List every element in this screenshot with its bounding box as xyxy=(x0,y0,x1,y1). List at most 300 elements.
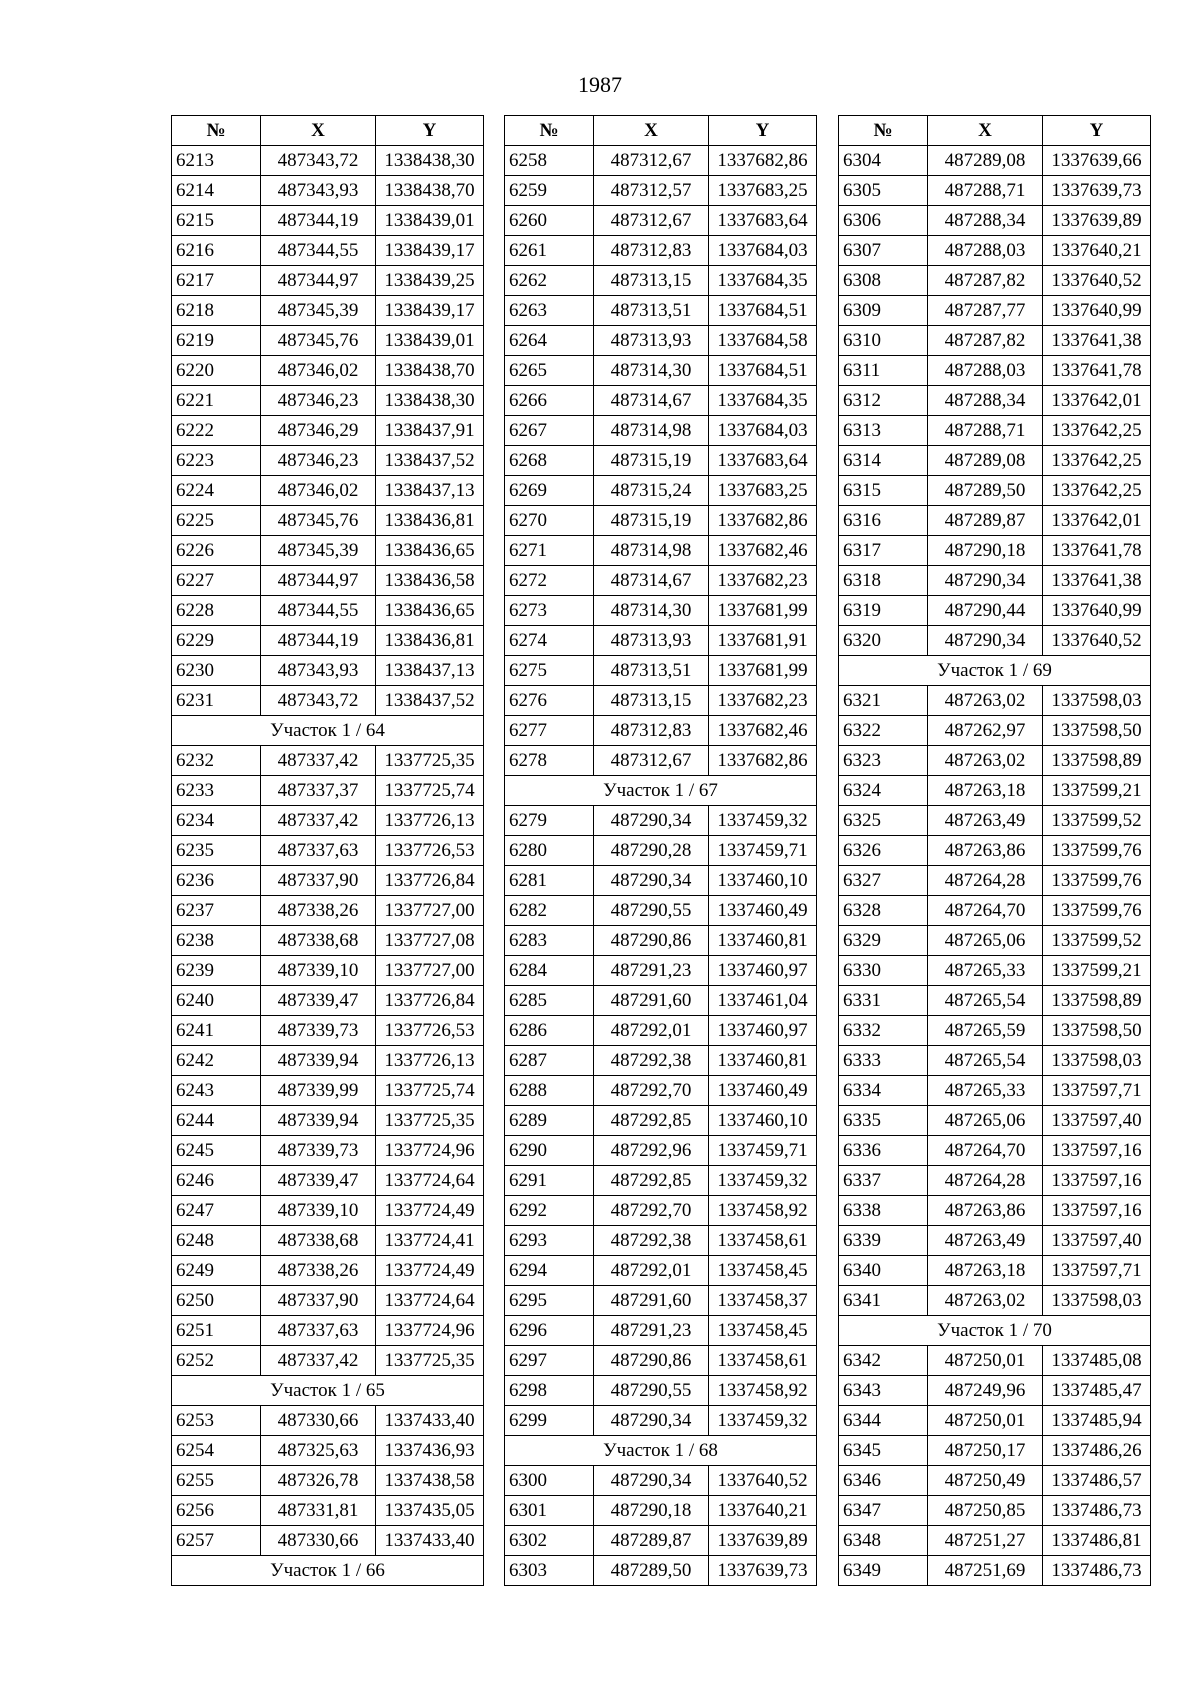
point-number: 6315 xyxy=(839,476,928,506)
coord-x: 487290,86 xyxy=(594,1346,709,1376)
coord-y: 1337436,93 xyxy=(376,1436,484,1466)
point-number: 6298 xyxy=(505,1376,594,1406)
coord-y: 1338438,30 xyxy=(376,146,484,176)
point-number: 6342 xyxy=(839,1346,928,1376)
coord-x: 487313,51 xyxy=(594,296,709,326)
coord-x: 487344,55 xyxy=(261,236,376,266)
coord-y: 1337724,96 xyxy=(376,1316,484,1346)
coord-x: 487291,23 xyxy=(594,1316,709,1346)
coord-x: 487289,50 xyxy=(928,476,1043,506)
coord-y: 1337725,35 xyxy=(376,1106,484,1136)
coord-x: 487290,34 xyxy=(594,806,709,836)
table-row xyxy=(505,1136,817,1166)
table-row xyxy=(172,296,484,326)
point-number: 6231 xyxy=(172,686,261,716)
coord-x: 487292,96 xyxy=(594,1136,709,1166)
coord-x: 487312,67 xyxy=(594,146,709,176)
header-number: № xyxy=(505,116,594,146)
table-row xyxy=(505,356,817,386)
point-number: 6328 xyxy=(839,896,928,926)
coord-y: 1337639,66 xyxy=(1043,146,1151,176)
table-row xyxy=(505,1286,817,1316)
table-row xyxy=(839,1046,1151,1076)
coord-y: 1337724,41 xyxy=(376,1226,484,1256)
table-row xyxy=(505,566,817,596)
table-row xyxy=(839,1436,1151,1466)
point-number: 6218 xyxy=(172,296,261,326)
coord-y: 1337458,92 xyxy=(709,1376,817,1406)
point-number: 6318 xyxy=(839,566,928,596)
point-number: 6237 xyxy=(172,896,261,926)
coord-y: 1337682,86 xyxy=(709,746,817,776)
coord-x: 487343,93 xyxy=(261,656,376,686)
coord-y: 1337641,38 xyxy=(1043,566,1151,596)
coord-x: 487338,68 xyxy=(261,1226,376,1256)
point-number: 6340 xyxy=(839,1256,928,1286)
coord-y: 1337724,49 xyxy=(376,1196,484,1226)
coord-x: 487290,34 xyxy=(928,626,1043,656)
coord-x: 487292,01 xyxy=(594,1256,709,1286)
table-row xyxy=(839,326,1151,356)
table-row xyxy=(505,1166,817,1196)
table-row xyxy=(172,806,484,836)
table-row xyxy=(505,1196,817,1226)
coord-x: 487291,60 xyxy=(594,986,709,1016)
coord-x: 487346,29 xyxy=(261,416,376,446)
coord-y: 1337681,99 xyxy=(709,656,817,686)
coord-y: 1337460,81 xyxy=(709,926,817,956)
table-row xyxy=(505,746,817,776)
table-row xyxy=(839,1406,1151,1436)
coord-x: 487338,68 xyxy=(261,926,376,956)
coord-x: 487287,82 xyxy=(928,326,1043,356)
point-number: 6321 xyxy=(839,686,928,716)
coordinates-table-1 xyxy=(171,115,484,1586)
coord-x: 487290,34 xyxy=(594,1466,709,1496)
coord-y: 1337726,53 xyxy=(376,1016,484,1046)
coord-x: 487337,42 xyxy=(261,746,376,776)
table-row xyxy=(839,866,1151,896)
point-number: 6330 xyxy=(839,956,928,986)
point-number: 6256 xyxy=(172,1496,261,1526)
table-row xyxy=(505,596,817,626)
table-row xyxy=(505,1256,817,1286)
coord-x: 487314,98 xyxy=(594,536,709,566)
coord-x: 487346,23 xyxy=(261,446,376,476)
coord-y: 1337640,99 xyxy=(1043,596,1151,626)
point-number: 6292 xyxy=(505,1196,594,1226)
table-header-row xyxy=(505,116,817,146)
table-row xyxy=(505,896,817,926)
point-number: 6238 xyxy=(172,926,261,956)
table-row xyxy=(505,506,817,536)
coord-x: 487330,66 xyxy=(261,1526,376,1556)
coord-x: 487250,85 xyxy=(928,1496,1043,1526)
point-number: 6287 xyxy=(505,1046,594,1076)
table-row xyxy=(172,236,484,266)
point-number: 6314 xyxy=(839,446,928,476)
point-number: 6316 xyxy=(839,506,928,536)
coord-x: 487339,10 xyxy=(261,1196,376,1226)
coord-y: 1337641,78 xyxy=(1043,356,1151,386)
coord-x: 487343,72 xyxy=(261,146,376,176)
table-row xyxy=(839,1556,1151,1586)
coord-y: 1337684,51 xyxy=(709,296,817,326)
header-y: Y xyxy=(376,116,484,146)
coord-x: 487313,93 xyxy=(594,626,709,656)
point-number: 6306 xyxy=(839,206,928,236)
coord-y: 1337681,91 xyxy=(709,626,817,656)
coord-y: 1338437,13 xyxy=(376,656,484,686)
coord-y: 1337460,10 xyxy=(709,1106,817,1136)
point-number: 6229 xyxy=(172,626,261,656)
coord-y: 1337598,50 xyxy=(1043,716,1151,746)
table-row xyxy=(172,446,484,476)
table-row xyxy=(172,176,484,206)
point-number: 6232 xyxy=(172,746,261,776)
table-row xyxy=(839,1526,1151,1556)
point-number: 6274 xyxy=(505,626,594,656)
coord-y: 1337598,89 xyxy=(1043,986,1151,1016)
coord-y: 1337599,52 xyxy=(1043,926,1151,956)
coord-x: 487250,49 xyxy=(928,1466,1043,1496)
point-number: 6263 xyxy=(505,296,594,326)
point-number: 6222 xyxy=(172,416,261,446)
table-row xyxy=(172,1346,484,1376)
table-row xyxy=(172,596,484,626)
table-row xyxy=(839,356,1151,386)
table-row xyxy=(839,206,1151,236)
coord-y: 1338436,81 xyxy=(376,626,484,656)
table-row xyxy=(839,686,1151,716)
table-row xyxy=(172,1526,484,1556)
point-number: 6242 xyxy=(172,1046,261,1076)
coord-x: 487263,18 xyxy=(928,776,1043,806)
table-row xyxy=(172,1166,484,1196)
coord-y: 1337459,32 xyxy=(709,1406,817,1436)
table-row xyxy=(839,1226,1151,1256)
coord-x: 487264,28 xyxy=(928,1166,1043,1196)
coord-y: 1337725,74 xyxy=(376,776,484,806)
coord-x: 487263,49 xyxy=(928,806,1043,836)
table-row xyxy=(172,146,484,176)
point-number: 6303 xyxy=(505,1556,594,1586)
table-row xyxy=(839,386,1151,416)
table-row xyxy=(505,986,817,1016)
coord-y: 1337598,50 xyxy=(1043,1016,1151,1046)
point-number: 6271 xyxy=(505,536,594,566)
coord-x: 487289,08 xyxy=(928,446,1043,476)
header-x: X xyxy=(928,116,1043,146)
coord-y: 1337598,03 xyxy=(1043,1046,1151,1076)
coord-x: 487265,06 xyxy=(928,1106,1043,1136)
coord-x: 487265,54 xyxy=(928,1046,1043,1076)
point-number: 6348 xyxy=(839,1526,928,1556)
coord-x: 487337,42 xyxy=(261,1346,376,1376)
point-number: 6309 xyxy=(839,296,928,326)
table-row xyxy=(839,446,1151,476)
coord-y: 1337640,52 xyxy=(1043,626,1151,656)
coord-x: 487315,24 xyxy=(594,476,709,506)
coord-x: 487263,02 xyxy=(928,686,1043,716)
point-number: 6240 xyxy=(172,986,261,1016)
point-number: 6225 xyxy=(172,506,261,536)
table-row xyxy=(505,656,817,686)
point-number: 6329 xyxy=(839,926,928,956)
point-number: 6337 xyxy=(839,1166,928,1196)
coord-y: 1337639,73 xyxy=(709,1556,817,1586)
point-number: 6248 xyxy=(172,1226,261,1256)
table-row xyxy=(172,1406,484,1436)
point-number: 6334 xyxy=(839,1076,928,1106)
point-number: 6250 xyxy=(172,1286,261,1316)
coord-x: 487288,34 xyxy=(928,386,1043,416)
table-row xyxy=(505,386,817,416)
coord-x: 487337,63 xyxy=(261,1316,376,1346)
point-number: 6295 xyxy=(505,1286,594,1316)
point-number: 6289 xyxy=(505,1106,594,1136)
coord-x: 487289,08 xyxy=(928,146,1043,176)
coord-x: 487339,47 xyxy=(261,1166,376,1196)
coord-x: 487337,37 xyxy=(261,776,376,806)
coord-y: 1337682,86 xyxy=(709,146,817,176)
section-title: Участок 1 / 64 xyxy=(172,716,484,746)
table-row xyxy=(839,1256,1151,1286)
coord-x: 487337,90 xyxy=(261,1286,376,1316)
point-number: 6255 xyxy=(172,1466,261,1496)
point-number: 6249 xyxy=(172,1256,261,1286)
point-number: 6265 xyxy=(505,356,594,386)
table-row xyxy=(172,1076,484,1106)
table-row xyxy=(839,536,1151,566)
coord-x: 487325,63 xyxy=(261,1436,376,1466)
coord-y: 1338439,01 xyxy=(376,326,484,356)
section-row xyxy=(172,716,484,746)
point-number: 6233 xyxy=(172,776,261,806)
point-number: 6344 xyxy=(839,1406,928,1436)
coord-y: 1337724,49 xyxy=(376,1256,484,1286)
table-row xyxy=(172,1466,484,1496)
point-number: 6228 xyxy=(172,596,261,626)
coord-x: 487262,97 xyxy=(928,716,1043,746)
table-row xyxy=(505,146,817,176)
table-row xyxy=(505,686,817,716)
point-number: 6293 xyxy=(505,1226,594,1256)
point-number: 6336 xyxy=(839,1136,928,1166)
section-title: Участок 1 / 70 xyxy=(839,1316,1151,1346)
point-number: 6299 xyxy=(505,1406,594,1436)
coord-x: 487313,15 xyxy=(594,266,709,296)
point-number: 6308 xyxy=(839,266,928,296)
coord-x: 487314,30 xyxy=(594,356,709,386)
point-number: 6241 xyxy=(172,1016,261,1046)
point-number: 6258 xyxy=(505,146,594,176)
table-row xyxy=(505,866,817,896)
point-number: 6333 xyxy=(839,1046,928,1076)
point-number: 6282 xyxy=(505,896,594,926)
coord-x: 487251,27 xyxy=(928,1526,1043,1556)
point-number: 6220 xyxy=(172,356,261,386)
table-row xyxy=(172,1016,484,1046)
coord-y: 1338439,25 xyxy=(376,266,484,296)
coord-y: 1337597,16 xyxy=(1043,1136,1151,1166)
coord-y: 1337726,13 xyxy=(376,806,484,836)
coord-y: 1338439,17 xyxy=(376,296,484,326)
table-row xyxy=(505,1556,817,1586)
coord-y: 1338436,65 xyxy=(376,596,484,626)
coord-y: 1337597,16 xyxy=(1043,1196,1151,1226)
coord-y: 1338437,91 xyxy=(376,416,484,446)
coord-x: 487290,18 xyxy=(928,536,1043,566)
coord-x: 487345,76 xyxy=(261,506,376,536)
coord-y: 1337485,08 xyxy=(1043,1346,1151,1376)
coord-x: 487264,70 xyxy=(928,896,1043,926)
coord-y: 1337597,40 xyxy=(1043,1106,1151,1136)
coord-y: 1337597,71 xyxy=(1043,1256,1151,1286)
table-row xyxy=(839,476,1151,506)
coord-y: 1337681,99 xyxy=(709,596,817,626)
coord-y: 1337459,71 xyxy=(709,836,817,866)
point-number: 6257 xyxy=(172,1526,261,1556)
point-number: 6319 xyxy=(839,596,928,626)
point-number: 6332 xyxy=(839,1016,928,1046)
table-row xyxy=(839,596,1151,626)
coord-y: 1337599,21 xyxy=(1043,776,1151,806)
coord-y: 1337724,96 xyxy=(376,1136,484,1166)
coord-y: 1338438,30 xyxy=(376,386,484,416)
coord-x: 487289,87 xyxy=(594,1526,709,1556)
table-row xyxy=(839,746,1151,776)
table-row xyxy=(172,626,484,656)
coord-x: 487337,90 xyxy=(261,866,376,896)
coord-x: 487263,86 xyxy=(928,1196,1043,1226)
section-title: Участок 1 / 68 xyxy=(505,1436,817,1466)
coord-y: 1337639,89 xyxy=(709,1526,817,1556)
point-number: 6313 xyxy=(839,416,928,446)
point-number: 6294 xyxy=(505,1256,594,1286)
point-number: 6291 xyxy=(505,1166,594,1196)
point-number: 6216 xyxy=(172,236,261,266)
point-number: 6310 xyxy=(839,326,928,356)
coord-y: 1337642,25 xyxy=(1043,446,1151,476)
table-row xyxy=(505,956,817,986)
coord-y: 1337460,10 xyxy=(709,866,817,896)
coord-x: 487339,99 xyxy=(261,1076,376,1106)
point-number: 6239 xyxy=(172,956,261,986)
coord-x: 487287,77 xyxy=(928,296,1043,326)
coord-y: 1337682,46 xyxy=(709,716,817,746)
point-number: 6272 xyxy=(505,566,594,596)
table-row xyxy=(172,206,484,236)
point-number: 6302 xyxy=(505,1526,594,1556)
coord-x: 487313,93 xyxy=(594,326,709,356)
coord-x: 487290,18 xyxy=(594,1496,709,1526)
coord-y: 1337597,71 xyxy=(1043,1076,1151,1106)
coord-y: 1337458,92 xyxy=(709,1196,817,1226)
table-row xyxy=(839,416,1151,446)
point-number: 6311 xyxy=(839,356,928,386)
coord-y: 1337726,13 xyxy=(376,1046,484,1076)
coord-y: 1337640,21 xyxy=(1043,236,1151,266)
table-row xyxy=(172,776,484,806)
coord-y: 1337725,74 xyxy=(376,1076,484,1106)
point-number: 6327 xyxy=(839,866,928,896)
coord-y: 1337598,03 xyxy=(1043,686,1151,716)
coord-y: 1337485,47 xyxy=(1043,1376,1151,1406)
coord-x: 487290,55 xyxy=(594,896,709,926)
point-number: 6283 xyxy=(505,926,594,956)
coord-y: 1337598,03 xyxy=(1043,1286,1151,1316)
coord-x: 487292,38 xyxy=(594,1046,709,1076)
table-row xyxy=(839,566,1151,596)
point-number: 6285 xyxy=(505,986,594,1016)
coord-x: 487290,28 xyxy=(594,836,709,866)
point-number: 6217 xyxy=(172,266,261,296)
point-number: 6305 xyxy=(839,176,928,206)
coord-x: 487288,71 xyxy=(928,176,1043,206)
point-number: 6251 xyxy=(172,1316,261,1346)
table-row xyxy=(839,716,1151,746)
coord-x: 487288,34 xyxy=(928,206,1043,236)
section-title: Участок 1 / 65 xyxy=(172,1376,484,1406)
table-row xyxy=(839,1016,1151,1046)
coord-y: 1337458,61 xyxy=(709,1226,817,1256)
coord-x: 487292,85 xyxy=(594,1166,709,1196)
point-number: 6322 xyxy=(839,716,928,746)
coord-x: 487264,28 xyxy=(928,866,1043,896)
coord-y: 1337726,84 xyxy=(376,866,484,896)
table-row xyxy=(839,236,1151,266)
coord-y: 1337599,76 xyxy=(1043,896,1151,926)
table-row xyxy=(505,836,817,866)
coord-x: 487263,49 xyxy=(928,1226,1043,1256)
coord-y: 1337599,76 xyxy=(1043,836,1151,866)
point-number: 6312 xyxy=(839,386,928,416)
header-number: № xyxy=(839,116,928,146)
coord-y: 1337640,52 xyxy=(1043,266,1151,296)
table-row xyxy=(505,1076,817,1106)
point-number: 6341 xyxy=(839,1286,928,1316)
coord-y: 1337642,01 xyxy=(1043,506,1151,536)
point-number: 6270 xyxy=(505,506,594,536)
coord-x: 487291,23 xyxy=(594,956,709,986)
table-row xyxy=(839,1496,1151,1526)
header-number: № xyxy=(172,116,261,146)
coord-x: 487312,83 xyxy=(594,716,709,746)
coord-x: 487263,02 xyxy=(928,746,1043,776)
point-number: 6226 xyxy=(172,536,261,566)
point-number: 6288 xyxy=(505,1076,594,1106)
point-number: 6325 xyxy=(839,806,928,836)
point-number: 6286 xyxy=(505,1016,594,1046)
coord-x: 487344,97 xyxy=(261,266,376,296)
coord-y: 1337642,25 xyxy=(1043,476,1151,506)
coord-y: 1337435,05 xyxy=(376,1496,484,1526)
coord-x: 487312,83 xyxy=(594,236,709,266)
table-row xyxy=(505,1466,817,1496)
point-number: 6244 xyxy=(172,1106,261,1136)
table-row xyxy=(839,776,1151,806)
coord-y: 1337684,35 xyxy=(709,386,817,416)
table-row xyxy=(172,266,484,296)
point-number: 6345 xyxy=(839,1436,928,1466)
coord-x: 487339,94 xyxy=(261,1046,376,1076)
section-row xyxy=(839,656,1151,686)
point-number: 6219 xyxy=(172,326,261,356)
table-row xyxy=(505,716,817,746)
coord-x: 487288,03 xyxy=(928,236,1043,266)
coord-x: 487345,76 xyxy=(261,326,376,356)
